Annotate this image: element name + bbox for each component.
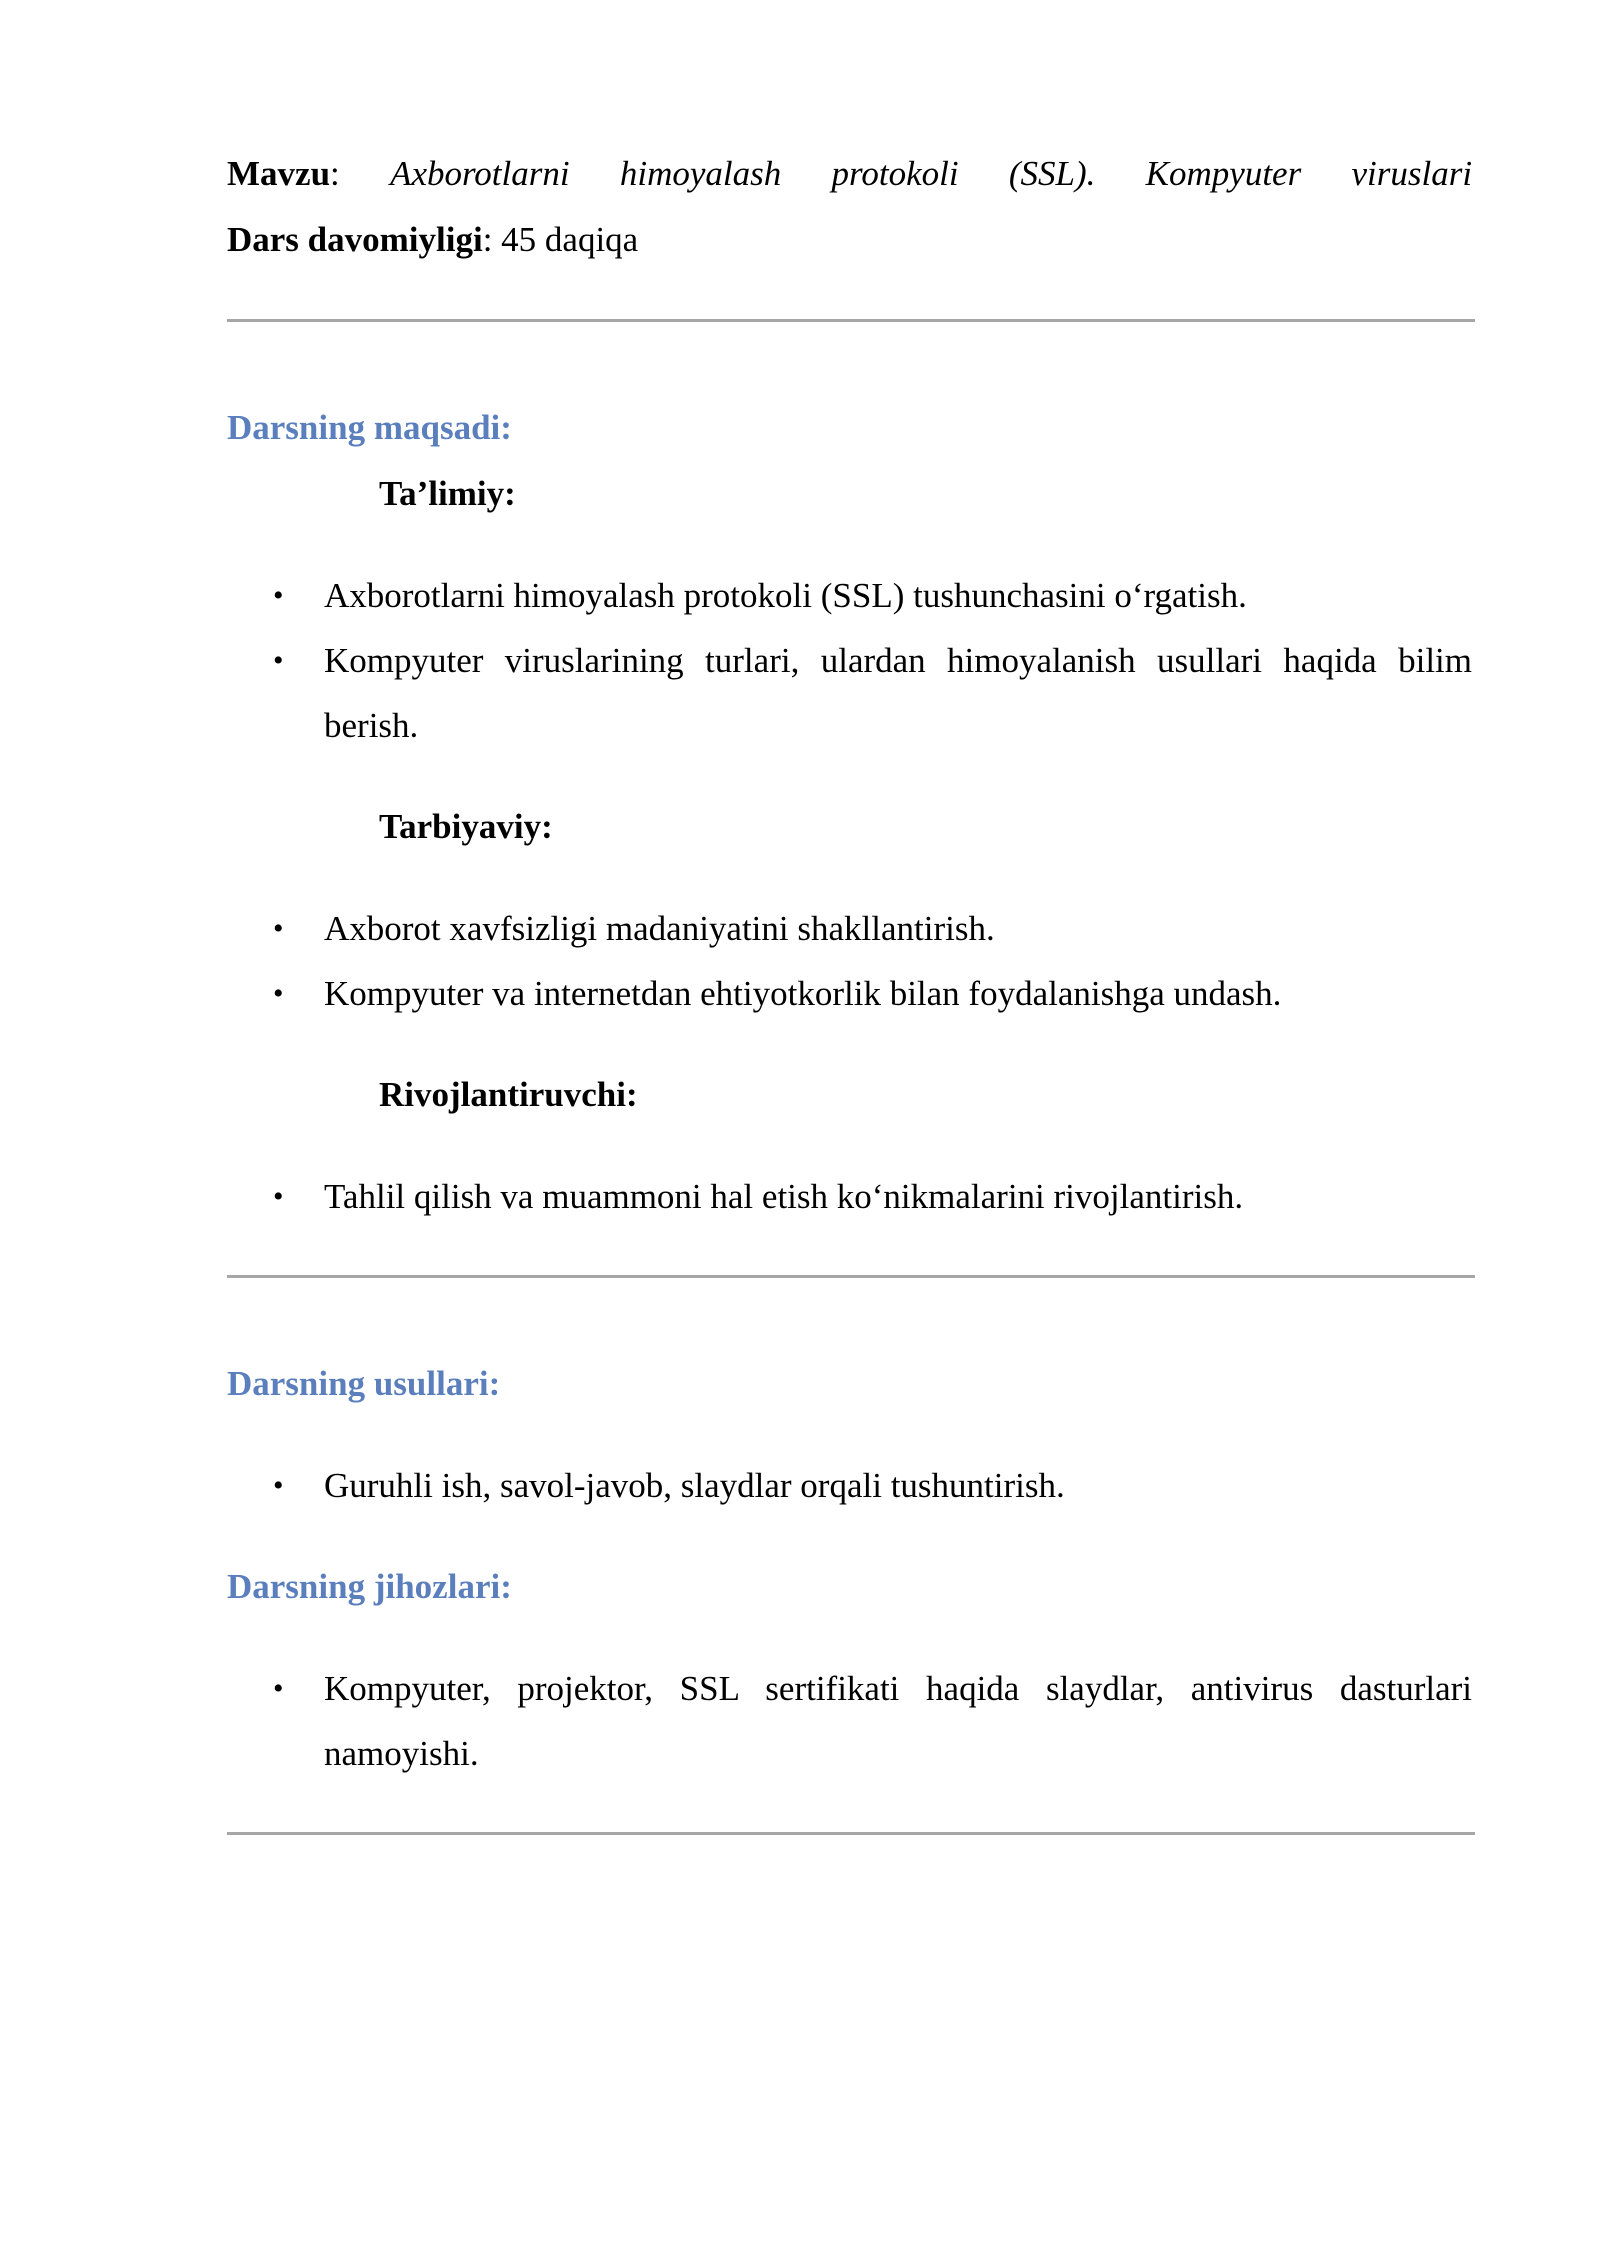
list-item-text: Kompyuter va internetdan ehtiyotkorlik bilan foydalanishga undash. [324, 974, 1282, 1013]
topic-word: (SSL). [1008, 154, 1096, 193]
methods-heading: Darsning usullari: [227, 1364, 501, 1403]
bullet-icon: • [273, 1672, 284, 1705]
goals-heading: Darsning maqsadi: [227, 408, 512, 447]
list-item [227, 1656, 1472, 1786]
bullet-icon: • [273, 644, 284, 677]
document-page [227, 0, 1472, 1835]
bullet-icon: • [273, 977, 284, 1010]
list-item [227, 563, 1472, 628]
list-item-text: Kompyuter, projektor, SSL sertifikati haqida slaydlar, antivirus dasturlari namoyishi. [324, 1669, 1472, 1773]
duration-line [227, 207, 1472, 273]
list-item [227, 628, 1472, 758]
bullet-icon: • [273, 912, 284, 945]
bullet-icon: • [273, 579, 284, 612]
list-item [227, 961, 1472, 1026]
bullet-icon: • [273, 1469, 284, 1502]
duration-value: : 45 daqiqa [482, 220, 639, 259]
list-item-text: Tahlil qilish va muammoni hal etish ko‘nikmalarini rivojlantirish. [324, 1177, 1244, 1216]
list-item-text: Guruhli ish, savol-javob, slaydlar orqali tushuntirish. [324, 1466, 1065, 1505]
topic-word: Axborotlarni [390, 154, 570, 193]
educational-list [227, 563, 1472, 758]
list-item [227, 1164, 1472, 1229]
topic-word: Kompyuter [1145, 154, 1302, 193]
educational-subheading: Ta’limiy: [379, 474, 516, 513]
methods-list [227, 1453, 1472, 1518]
bullet-icon: • [273, 1180, 284, 1213]
topic-label: Mavzu [227, 154, 331, 193]
list-item-text: Axborot xavfsizligi madaniyatini shakllantirish. [324, 909, 995, 948]
topic-word: protokoli [831, 154, 959, 193]
developmental-subheading: Rivojlantiruvchi: [379, 1075, 638, 1114]
upbringing-subheading: Tarbiyaviy: [379, 807, 553, 846]
developmental-list [227, 1164, 1472, 1229]
topic-word: viruslari [1351, 154, 1473, 193]
list-item [227, 896, 1472, 961]
equipment-heading: Darsning jihozlari: [227, 1567, 512, 1606]
topic-colon: : [330, 154, 340, 193]
duration-label: Dars davomiyligi [227, 220, 483, 259]
list-item [227, 1453, 1472, 1518]
list-item-text: Kompyuter viruslarining turlari, ulardan himoyalanish usullari haqida bilim berish. [324, 641, 1472, 745]
topic-word: himoyalash [619, 154, 782, 193]
equipment-list [227, 1656, 1472, 1786]
topic-line [227, 141, 1472, 207]
horizontal-divider [227, 1832, 1475, 1835]
upbringing-list [227, 896, 1472, 1026]
list-item-text: Axborotlarni himoyalash protokoli (SSL) tushunchasini o‘rgatish. [324, 576, 1247, 615]
